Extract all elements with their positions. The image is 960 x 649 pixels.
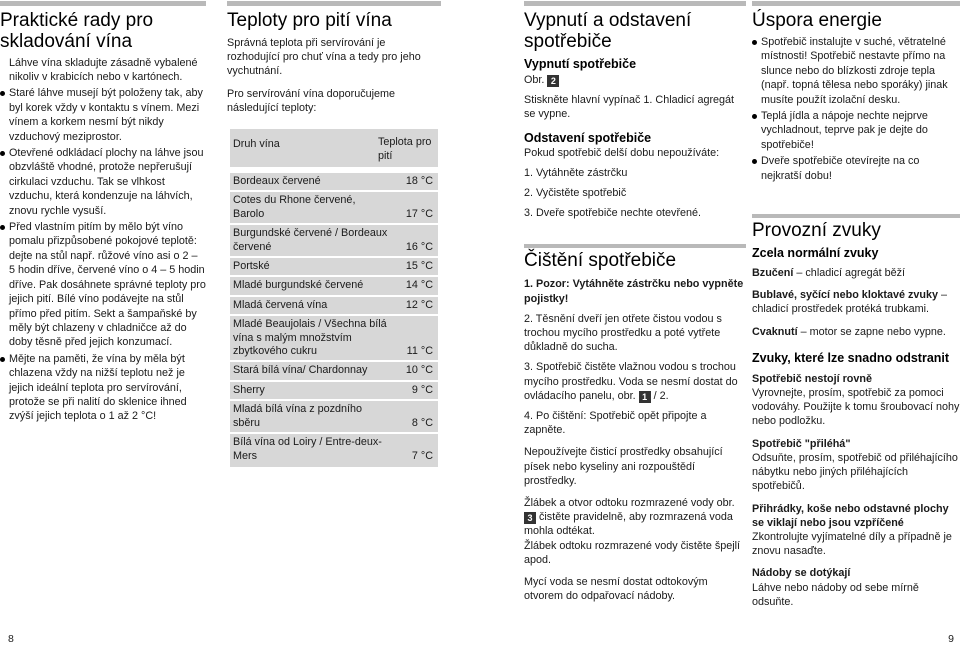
switch-off-text: Stiskněte hlavní vypínač 1. Chladicí agregát se vypne. (524, 94, 735, 121)
cleaning-step-3: 3. Spotřebič čistěte vlažnou vodou s trochou mycího prostředku. Voda se nesmí dostat do ovládacího panelu, obr. 1 / 2. (524, 361, 738, 402)
wine-temperature-table (230, 129, 438, 467)
table-row: Cotes du Rhone červené, Barolo 17 °C (230, 192, 438, 223)
list-item: Před vlastním pitím by mělo být víno pomalu přizpůsobené pokojové teplotě: dejte na stůl např. růžové víno asi o 2 – 5 hodin dříve, červené víno o 4 – 5 hodin dříve. Pak dosáhnete správné teploty pro jejich pití. Bílé víno podávejte na stůl přímo před pitím. Sekt a šampaňské by měly být chlazeny v chladničce až do doby těsně před jejich konzumací. (0, 220, 206, 350)
decommission-step: 3. Dveře spotřebiče nechte otevřené. (524, 207, 702, 220)
bullet-icon (0, 225, 5, 230)
figure-reference: Obr. 2 (524, 73, 746, 87)
table-row: Mladá bílá vína z pozdního sběru 8 °C (230, 401, 438, 432)
table-row: Portské 15 °C (230, 258, 438, 275)
bullet-icon (752, 114, 757, 119)
decommission-subtitle: Odstavení spotřebiče (524, 130, 652, 145)
section-bar (752, 214, 960, 218)
table-row: Mladá červená vína 12 °C (230, 297, 438, 314)
list-item: Spotřebič instalujte v suché, větratelné místnosti! Spotřebič nestavte přímo na slunce nebo do blízkosti zdroje tepla (např. topná tělesa nebo sporáky) jinak musíte použít izolační desku. (752, 35, 960, 107)
decommission-step: 1. Vytáhněte zástrčku (524, 166, 628, 179)
cleaning-step-2: 2. Těsnění dveří jen otřete čistou vodou s trochou mycího prostředku a poté vytřete důkladně do sucha. (524, 312, 722, 354)
table-row: Bílá vína od Loiry / Entre-deux-Mers 7 °C (230, 434, 438, 467)
wine-temp-recommend: Pro servírování vína doporučujeme následující teploty: (227, 87, 396, 114)
storage-tips-column (0, 0, 206, 424)
storage-tips-title: Praktické rady pro skladování vína (0, 10, 154, 52)
fixable-noises-subtitle: Zvuky, které lze snadno odstranit (752, 350, 950, 365)
list-item: Otevřené odkládací plochy na láhve jsou obzvláště vhodné, protože nepřerušují cirkulaci vzduchu. Tak se vlhkost vzduchu, která kondenzuje na láhvích, znovu rychle vysuší. (0, 146, 206, 218)
column-header-wine-type: Druh vína (233, 138, 280, 151)
section-bar (524, 1, 746, 6)
switch-off-title: Vypnutí a odstavení spotřebiče (524, 10, 692, 52)
drain-channel-tip: Žlábek odtoku rozmrazené vody čistěte špejlí apod. (524, 539, 741, 566)
operating-noises-title: Provozní zvuky (752, 220, 881, 242)
energy-tips-list (752, 35, 960, 183)
drain-channel-text: Žlábek a otvor odtoku rozmrazené vody obr. 3 čistěte pravidelně, aby rozmrazená voda mohla odtékat. (524, 497, 735, 538)
figure-number-badge: 1 (639, 391, 651, 403)
normal-noises-subtitle: Zcela normální zvuky (752, 246, 879, 261)
figure-number-badge: 2 (547, 75, 559, 87)
table-row: Bordeaux červené 18 °C (230, 173, 438, 190)
decommission-step: 2. Vyčistěte spotřebič (524, 187, 627, 200)
section-bar (227, 1, 441, 6)
column-header-temperature: Teplota pro pití (378, 136, 432, 163)
section-bar (524, 244, 746, 248)
list-item: Dveře spotřebiče otevírejte na co nejkratší dobu! (752, 154, 960, 183)
cleaning-title: Čištění spotřebiče (524, 250, 677, 272)
energy-noise-column (752, 0, 960, 609)
bullet-icon (752, 159, 757, 164)
fix-heading: Spotřebič nestojí rovně (752, 372, 872, 385)
decommission-intro: Pokud spotřebič delší dobu nepoužíváte: (524, 146, 720, 159)
table-row: Mladé burgundské červené 14 °C (230, 277, 438, 294)
figure-number-badge: 3 (524, 512, 536, 524)
table-header (230, 129, 438, 167)
energy-saving-title: Úspora energie (752, 10, 882, 31)
bullet-icon (0, 357, 5, 362)
table-row: Mladé Beaujolais / Všechna bílá vína s malým množstvím zbytkového cukru 11 °C (230, 316, 438, 360)
section-bar (752, 1, 960, 6)
switch-off-subtitle: Vypnutí spotřebiče (524, 57, 637, 71)
page-number-right: 9 (948, 633, 954, 645)
switch-off-column (524, 0, 746, 603)
fix-heading: Nádoby se dotýkají (752, 567, 851, 580)
fix-text: Vyrovnejte, prosím, spotřebič za pomoci vodováhy. Použijte k tomu šroubovací nohy nebo podložku. (752, 387, 960, 428)
table-row: Stará bílá vína/ Chardonnay 10 °C (230, 362, 438, 379)
fix-heading: Přihrádky, koše nebo odstavné plochy se viklají nebo jsou vzpříčené (752, 502, 949, 529)
section-bar (0, 1, 206, 6)
drain-water-note: Mycí voda se nesmí dostat odtokovým otvorem do odpařovací nádoby. (524, 576, 708, 603)
fix-text: Láhve nebo nádoby od sebe mírně odsuňte. (752, 581, 919, 608)
storage-tips-list (0, 86, 206, 423)
wine-temperature-column (227, 0, 441, 467)
cleaning-warning: Nepoužívejte čisticí prostředky obsahující písek nebo kyseliny ani rozpouštědí prostředky. (524, 446, 723, 487)
bullet-icon (0, 151, 5, 156)
noise-item: Bublavé, syčící nebo kloktavé zvuky – chladicí prostředek protéká trubkami. (752, 289, 948, 316)
storage-intro: Láhve vína skladujte zásadně vybalené nikoliv v krabicích nebo v kartónech. (9, 57, 198, 84)
fix-text: Zkontrolujte vyjímatelné díly a případně je znovu nasaďte. (752, 530, 952, 558)
bullet-icon (0, 91, 5, 96)
page-number-left: 8 (8, 633, 14, 645)
fix-text: Odsuňte, prosím, spotřebič od přiléhajícího nábytku nebo jiných přiléhajících spotřebičů. (752, 451, 958, 493)
wine-temperature-title: Teploty pro pití vína (227, 10, 392, 31)
bullet-icon (752, 40, 757, 45)
wine-temp-intro: Správná teplota při servírování je rozhodující pro chuť vína a tedy pro jeho vychutnání. (227, 37, 421, 78)
list-item: Teplá jídla a nápoje nechte nejprve vychladnout, teprve pak je dejte do spotřebiče! (752, 109, 960, 152)
list-item: Staré láhve musejí být položeny tak, aby byl korek vždy v kontaktu s vínem. Mezi vínem a korkem nesmí být nikdy vzduchový meziprostor. (0, 86, 206, 144)
table-row: Sherry 9 °C (230, 382, 438, 399)
noise-item: Bzučení – chladicí agregát běží (752, 267, 906, 280)
cleaning-step-4: 4. Po čištění: Spotřebič opět připojte a zapněte. (524, 410, 707, 437)
noise-item: Cvaknutí – motor se zapne nebo vypne. (752, 325, 946, 338)
fix-heading: Spotřebič "přiléhá" (752, 437, 851, 450)
cleaning-step-1: 1. Pozor: Vytáhněte zástrčku nebo vypněte pojistky! (524, 278, 744, 305)
list-item: Mějte na paměti, že vína by měla být chlazena vždy na nižší teplotu než je jejich ideální teplota pro servírování, protože se při nalití do sklenice ihned zvýší jejich teplota o 1 až 2 °C! (0, 352, 206, 424)
table-row: Burgundské červené / Bordeaux červené 16 °C (230, 225, 438, 256)
